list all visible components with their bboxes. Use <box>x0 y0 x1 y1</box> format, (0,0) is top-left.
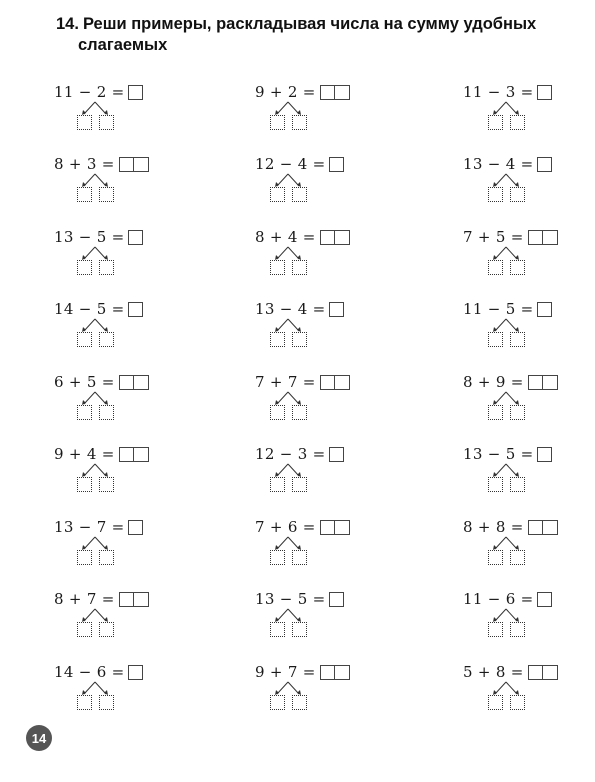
exercise-text: 7 + 6 = <box>255 518 316 536</box>
exercise-text: 8 + 7 = <box>54 590 115 608</box>
addend-box[interactable] <box>292 550 307 565</box>
exercise-text: 13 − 5 = <box>54 228 125 246</box>
exercise-equation <box>255 227 350 247</box>
exercise <box>54 372 194 422</box>
addend-box[interactable] <box>510 477 525 492</box>
exercise-text: 5 + 8 = <box>463 663 524 681</box>
exercise-text: 8 + 4 = <box>255 228 316 246</box>
answer-box-one-digit[interactable] <box>329 157 344 172</box>
decomposition-split <box>76 536 118 568</box>
exercise-text: 8 + 3 = <box>54 155 115 173</box>
addend-box[interactable] <box>270 405 285 420</box>
answer-box-one-digit[interactable] <box>128 665 143 680</box>
addend-box[interactable] <box>292 622 307 637</box>
exercise <box>463 82 595 132</box>
exercise <box>255 517 395 567</box>
exercise <box>54 154 194 204</box>
addend-box[interactable] <box>292 695 307 710</box>
addend-box[interactable] <box>77 115 92 130</box>
exercise-text: 13 − 5 = <box>255 590 326 608</box>
answer-digit-cell[interactable] <box>119 447 134 462</box>
exercise <box>463 154 595 204</box>
addend-box[interactable] <box>99 477 114 492</box>
addend-box[interactable] <box>510 695 525 710</box>
exercise <box>255 444 395 494</box>
decomposition-split <box>269 536 311 568</box>
answer-digit-cell[interactable] <box>320 520 335 535</box>
decomposition-split <box>269 681 311 713</box>
decomposition-split <box>487 101 529 133</box>
exercise-text: 11 − 2 = <box>54 83 125 101</box>
exercise-text: 13 − 4 = <box>463 155 534 173</box>
answer-box-two-digit[interactable] <box>528 375 558 390</box>
answer-box-two-digit[interactable] <box>119 157 149 172</box>
addend-box[interactable] <box>77 477 92 492</box>
addend-box[interactable] <box>77 187 92 202</box>
exercise-equation <box>463 517 558 537</box>
exercise-text: 11 − 6 = <box>463 590 534 608</box>
exercise-text: 14 − 5 = <box>54 300 125 318</box>
addend-box[interactable] <box>510 332 525 347</box>
answer-digit-cell[interactable] <box>528 230 543 245</box>
addend-box[interactable] <box>488 115 503 130</box>
answer-digit-cell[interactable] <box>320 665 335 680</box>
exercise-text: 7 + 7 = <box>255 373 316 391</box>
exercise-equation <box>255 82 350 102</box>
decomposition-split <box>76 681 118 713</box>
exercise <box>463 662 595 712</box>
answer-digit-cell[interactable] <box>543 665 558 680</box>
exercise <box>255 662 395 712</box>
exercise <box>463 444 595 494</box>
answer-digit-cell[interactable] <box>335 85 350 100</box>
decomposition-split <box>269 318 311 350</box>
addend-box[interactable] <box>510 622 525 637</box>
answer-digit-cell[interactable] <box>335 230 350 245</box>
addend-box[interactable] <box>99 622 114 637</box>
addend-box[interactable] <box>510 550 525 565</box>
addend-box[interactable] <box>292 187 307 202</box>
exercise <box>255 227 395 277</box>
answer-box-one-digit[interactable] <box>329 592 344 607</box>
exercise-equation <box>463 299 552 319</box>
page-number: 14 <box>26 725 52 751</box>
addend-box[interactable] <box>99 695 114 710</box>
decomposition-split <box>269 101 311 133</box>
answer-digit-cell[interactable] <box>134 157 149 172</box>
exercise-equation <box>255 662 350 682</box>
decomposition-split <box>487 681 529 713</box>
exercise <box>54 82 194 132</box>
exercise <box>54 662 194 712</box>
exercise-text: 9 + 2 = <box>255 83 316 101</box>
decomposition-split <box>487 318 529 350</box>
exercise <box>463 299 595 349</box>
exercise-equation <box>54 589 149 609</box>
addend-box[interactable] <box>488 477 503 492</box>
decomposition-split <box>487 463 529 495</box>
exercise <box>255 154 395 204</box>
addend-box[interactable] <box>77 622 92 637</box>
addend-box[interactable] <box>292 332 307 347</box>
exercise-text: 8 + 9 = <box>463 373 524 391</box>
exercise-equation <box>255 444 344 464</box>
exercise <box>255 589 395 639</box>
addend-box[interactable] <box>270 695 285 710</box>
decomposition-split <box>269 608 311 640</box>
answer-box-one-digit[interactable] <box>329 302 344 317</box>
answer-box-two-digit[interactable] <box>119 592 149 607</box>
addend-box[interactable] <box>270 187 285 202</box>
exercise <box>54 589 194 639</box>
decomposition-split <box>76 173 118 205</box>
answer-digit-cell[interactable] <box>134 375 149 390</box>
exercise-equation <box>463 227 558 247</box>
answer-box-one-digit[interactable] <box>537 302 552 317</box>
addend-box[interactable] <box>488 405 503 420</box>
exercise-equation <box>463 154 552 174</box>
exercise-text: 11 − 5 = <box>463 300 534 318</box>
addend-box[interactable] <box>77 550 92 565</box>
answer-digit-cell[interactable] <box>528 375 543 390</box>
exercise-equation <box>255 372 350 392</box>
addend-box[interactable] <box>270 115 285 130</box>
answer-digit-cell[interactable] <box>119 375 134 390</box>
exercise-equation <box>463 662 558 682</box>
addend-box[interactable] <box>99 550 114 565</box>
addend-box[interactable] <box>77 260 92 275</box>
exercise-equation <box>54 299 143 319</box>
answer-box-two-digit[interactable] <box>119 375 149 390</box>
answer-box-two-digit[interactable] <box>320 375 350 390</box>
exercise-text: 13 − 7 = <box>54 518 125 536</box>
addend-box[interactable] <box>510 260 525 275</box>
addend-box[interactable] <box>77 332 92 347</box>
addend-box[interactable] <box>510 115 525 130</box>
decomposition-split <box>76 101 118 133</box>
addend-box[interactable] <box>99 187 114 202</box>
exercise <box>255 82 395 132</box>
exercise-equation <box>54 372 149 392</box>
answer-box-one-digit[interactable] <box>128 302 143 317</box>
exercise-equation <box>54 227 143 247</box>
exercise-equation <box>54 517 143 537</box>
answer-box-one-digit[interactable] <box>537 157 552 172</box>
task-title <box>56 14 576 56</box>
answer-box-two-digit[interactable] <box>320 520 350 535</box>
answer-digit-cell[interactable] <box>320 230 335 245</box>
exercise-equation <box>463 444 552 464</box>
exercise-text: 9 + 4 = <box>54 445 115 463</box>
exercise-equation <box>463 372 558 392</box>
answer-digit-cell[interactable] <box>320 375 335 390</box>
answer-digit-cell[interactable] <box>335 375 350 390</box>
addend-box[interactable] <box>292 477 307 492</box>
addend-box[interactable] <box>99 115 114 130</box>
addend-box[interactable] <box>488 695 503 710</box>
exercise-text: 9 + 7 = <box>255 663 316 681</box>
exercise-equation <box>255 154 344 174</box>
answer-digit-cell[interactable] <box>134 447 149 462</box>
exercise-equation <box>255 589 344 609</box>
exercise <box>54 299 194 349</box>
addend-box[interactable] <box>510 405 525 420</box>
addend-box[interactable] <box>99 405 114 420</box>
addend-box[interactable] <box>77 695 92 710</box>
addend-box[interactable] <box>270 550 285 565</box>
decomposition-split <box>76 391 118 423</box>
answer-digit-cell[interactable] <box>335 665 350 680</box>
addend-box[interactable] <box>292 405 307 420</box>
exercise-equation <box>54 662 143 682</box>
decomposition-split <box>269 173 311 205</box>
exercise-text: 7 + 5 = <box>463 228 524 246</box>
addend-box[interactable] <box>488 187 503 202</box>
addend-box[interactable] <box>488 332 503 347</box>
answer-digit-cell[interactable] <box>543 520 558 535</box>
exercise-text: 14 − 6 = <box>54 663 125 681</box>
decomposition-split <box>76 463 118 495</box>
decomposition-split <box>76 246 118 278</box>
answer-digit-cell[interactable] <box>119 157 134 172</box>
exercise-equation <box>54 82 143 102</box>
decomposition-split <box>269 246 311 278</box>
answer-box-one-digit[interactable] <box>128 230 143 245</box>
exercise <box>463 517 595 567</box>
answer-box-two-digit[interactable] <box>320 230 350 245</box>
exercise <box>54 227 194 277</box>
exercise-text: 13 − 4 = <box>255 300 326 318</box>
addend-box[interactable] <box>270 332 285 347</box>
answer-digit-cell[interactable] <box>320 85 335 100</box>
exercise-equation <box>54 444 149 464</box>
exercise <box>255 372 395 422</box>
addend-box[interactable] <box>510 187 525 202</box>
task-title-line-1: Реши примеры, раскладывая числа на сумму удобных <box>82 15 537 33</box>
addend-box[interactable] <box>270 622 285 637</box>
answer-digit-cell[interactable] <box>134 592 149 607</box>
exercise <box>54 517 194 567</box>
decomposition-split <box>76 608 118 640</box>
addend-box[interactable] <box>77 405 92 420</box>
decomposition-split <box>269 463 311 495</box>
answer-digit-cell[interactable] <box>528 665 543 680</box>
addend-box[interactable] <box>270 477 285 492</box>
decomposition-split <box>487 391 529 423</box>
answer-box-one-digit[interactable] <box>329 447 344 462</box>
exercise-equation <box>255 299 344 319</box>
answer-digit-cell[interactable] <box>119 592 134 607</box>
answer-digit-cell[interactable] <box>335 520 350 535</box>
answer-box-two-digit[interactable] <box>320 85 350 100</box>
exercise <box>54 444 194 494</box>
answer-box-two-digit[interactable] <box>528 520 558 535</box>
exercise-text: 11 − 3 = <box>463 83 534 101</box>
answer-digit-cell[interactable] <box>543 230 558 245</box>
addend-box[interactable] <box>292 260 307 275</box>
addend-box[interactable] <box>292 115 307 130</box>
answer-box-one-digit[interactable] <box>128 85 143 100</box>
addend-box[interactable] <box>270 260 285 275</box>
answer-box-two-digit[interactable] <box>528 230 558 245</box>
exercise <box>463 227 595 277</box>
answer-box-two-digit[interactable] <box>528 665 558 680</box>
answer-box-one-digit[interactable] <box>537 592 552 607</box>
decomposition-split <box>487 173 529 205</box>
exercise-equation <box>255 517 350 537</box>
exercise-text: 12 − 4 = <box>255 155 326 173</box>
answer-box-one-digit[interactable] <box>537 85 552 100</box>
decomposition-split <box>487 246 529 278</box>
addend-box[interactable] <box>99 260 114 275</box>
addend-box[interactable] <box>488 622 503 637</box>
answer-digit-cell[interactable] <box>543 375 558 390</box>
exercise-equation <box>463 589 552 609</box>
exercise-text: 6 + 5 = <box>54 373 115 391</box>
exercise-text: 12 − 3 = <box>255 445 326 463</box>
decomposition-split <box>76 318 118 350</box>
answer-box-one-digit[interactable] <box>128 520 143 535</box>
task-number: 14. <box>56 15 79 33</box>
exercise-equation <box>54 154 149 174</box>
exercise <box>255 299 395 349</box>
decomposition-split <box>487 608 529 640</box>
exercise-text: 8 + 8 = <box>463 518 524 536</box>
decomposition-split <box>487 536 529 568</box>
answer-box-two-digit[interactable] <box>320 665 350 680</box>
task-title-line-2: слагаемых <box>78 36 168 54</box>
addend-box[interactable] <box>488 260 503 275</box>
exercise-text: 13 − 5 = <box>463 445 534 463</box>
answer-box-one-digit[interactable] <box>537 447 552 462</box>
exercise <box>463 589 595 639</box>
addend-box[interactable] <box>99 332 114 347</box>
exercise-equation <box>463 82 552 102</box>
decomposition-split <box>269 391 311 423</box>
exercise <box>463 372 595 422</box>
answer-digit-cell[interactable] <box>528 520 543 535</box>
addend-box[interactable] <box>488 550 503 565</box>
answer-box-two-digit[interactable] <box>119 447 149 462</box>
